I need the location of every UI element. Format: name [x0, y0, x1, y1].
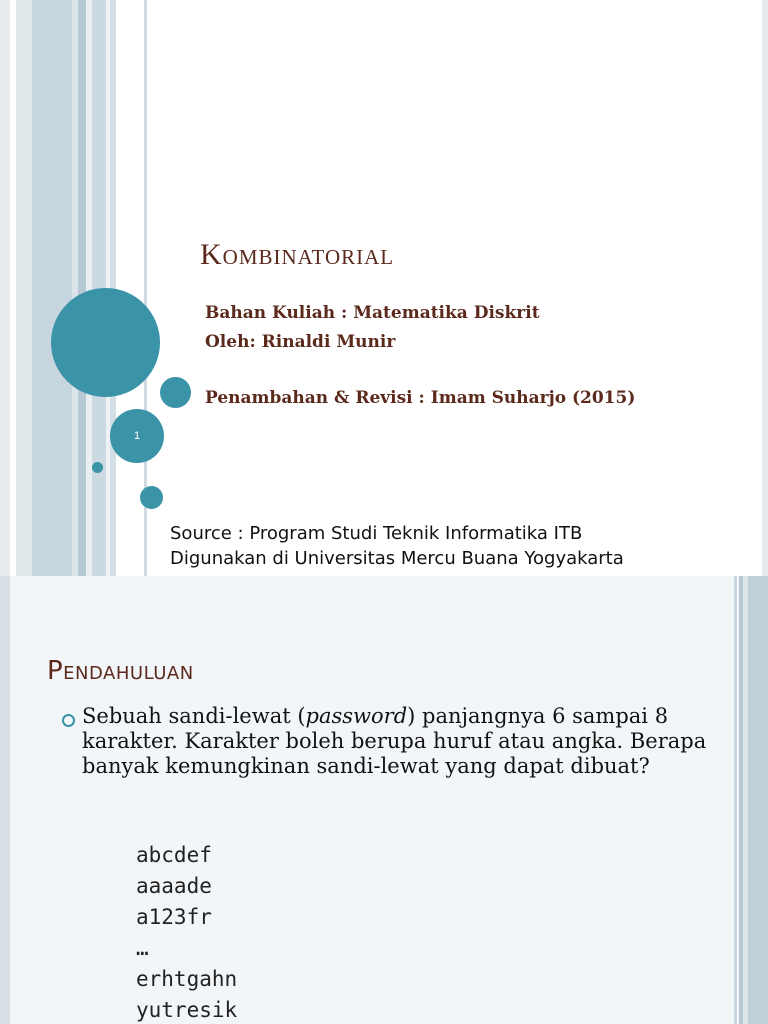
small-circle-decoration-2 [140, 486, 163, 509]
source-line-2: Digunakan di Universitas Mercu Buana Yogyakarta [170, 548, 624, 569]
slide-title: Kombinatorial [200, 238, 395, 271]
password-example: a123fr [136, 905, 212, 929]
password-example: yutresik [136, 998, 238, 1022]
source-line-1: Source : Program Studi Teknik Informatika ITB [170, 523, 583, 544]
right-edge-stripe [762, 0, 768, 576]
revision-line: Penambahan & Revisi : Imam Suharjo (2015) [205, 388, 636, 408]
left-edge-stripe [0, 576, 10, 1024]
tiny-circle-decoration [92, 462, 103, 473]
password-example: abcdef [136, 843, 212, 867]
bullet-text-pre: Sebuah sandi-lewat ( [82, 704, 306, 728]
ellipsis: … [136, 936, 149, 960]
page-number: 1 [133, 430, 141, 442]
password-example: aaaade [136, 874, 212, 898]
large-circle-decoration [51, 288, 160, 397]
content-slide [0, 576, 768, 1024]
course-line: Bahan Kuliah : Matematika Diskrit [205, 303, 540, 323]
small-circle-decoration [160, 377, 191, 408]
slide-heading: Pendahuluan [47, 656, 194, 686]
page-number-circle [110, 409, 164, 463]
password-example: erhtgahn [136, 967, 238, 991]
right-decorative-stripes [734, 576, 768, 1024]
bullet-text-emphasis: password [305, 704, 408, 728]
decorative-stripes [0, 0, 148, 576]
author-line: Oleh: Rinaldi Munir [205, 332, 396, 352]
bullet-circle-icon [62, 714, 75, 727]
bullet-text-post: ) panjangnya 6 sampai 8 karakter. Karakter boleh berupa huruf atau angka. Berapa banyak kemungkinan sandi-lewat yang dapat dibuat? [82, 704, 707, 778]
password-examples [136, 840, 237, 1024]
bullet-paragraph [82, 704, 722, 779]
